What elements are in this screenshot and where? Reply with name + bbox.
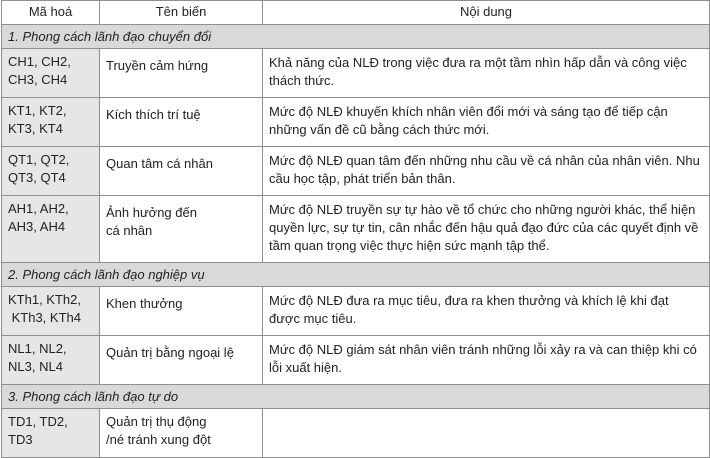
code-cell (2, 147, 100, 196)
variable-text: Khen thưởng (106, 296, 183, 311)
table-row (2, 147, 710, 196)
code-text: TD1, TD2, TD3 (8, 414, 68, 447)
code-cell (2, 98, 100, 147)
code-cell (2, 49, 100, 98)
table-row (2, 49, 710, 98)
header-content: Nội dung (263, 1, 710, 25)
table-row (2, 98, 710, 147)
section-row (2, 25, 710, 49)
content-cell: Mức độ NLĐ khuyến khích nhân viên đổi mới và sáng tạo để tiếp cận những vấn đề cũ bằng cách thức mới. (263, 98, 710, 147)
section-title: 1. Phong cách lãnh đạo chuyển đổi (2, 25, 710, 49)
section-title: 2. Phong cách lãnh đạo nghiệp vụ (2, 263, 710, 287)
code-text: KT1, KT2, KT3, KT4 (8, 103, 67, 136)
code-text: CH1, CH2, CH3, CH4 (8, 54, 71, 87)
header-row (2, 1, 710, 25)
table-row (2, 336, 710, 385)
variable-cell (100, 336, 263, 385)
variable-cell (100, 98, 263, 147)
table-row (2, 196, 710, 263)
section-title: 3. Phong cách lãnh đạo tự do (2, 385, 710, 409)
code-text: QT1, QT2, QT3, QT4 (8, 152, 70, 185)
code-cell (2, 409, 100, 458)
variable-cell (100, 287, 263, 336)
variable-text: Quản trị bằng ngoại lệ (106, 345, 234, 360)
header-variable: Tên biến (100, 1, 263, 25)
variables-table (1, 0, 710, 458)
code-text: KTh1, KTh2, KTh3, KTh4 (8, 292, 81, 325)
code-text: AH1, AH2, AH3, AH4 (8, 201, 69, 234)
content-cell: Mức độ NLĐ đưa ra mục tiêu, đưa ra khen thưởng và khích lệ khi đạt được mục tiêu. (263, 287, 710, 336)
content-cell: Mức độ NLĐ quan tâm đến những nhu cầu về cá nhân của nhân viên. Nhu cầu học tập, phát triển bản thân. (263, 147, 710, 196)
variable-cell (100, 409, 263, 458)
variable-text: Truyền cảm hứng (106, 58, 209, 73)
code-text: NL1, NL2, NL3, NL4 (8, 341, 67, 374)
code-cell (2, 336, 100, 385)
variable-text: Quan tâm cá nhân (106, 156, 213, 171)
variable-cell (100, 49, 263, 98)
header-code: Mã hoá (2, 1, 100, 25)
section-row (2, 263, 710, 287)
code-cell (2, 196, 100, 263)
variable-text: Quản trị thụ động /né tránh xung đột (106, 414, 211, 447)
content-cell (263, 409, 710, 458)
content-cell: Mức độ NLĐ giám sát nhân viên tránh những lỗi xảy ra và can thiệp khi có lỗi xuất hiện. (263, 336, 710, 385)
content-cell: Khả năng của NLĐ trong việc đưa ra một tầm nhìn hấp dẫn và công việc thách thức. (263, 49, 710, 98)
table-row (2, 287, 710, 336)
code-cell (2, 287, 100, 336)
section-row (2, 385, 710, 409)
variable-cell (100, 196, 263, 263)
variable-text: Kích thích trí tuệ (106, 107, 201, 122)
table-row (2, 409, 710, 458)
content-cell: Mức độ NLĐ truyền sự tự hào về tổ chức cho những người khác, thể hiện quyền lực, sự tự tin, cân nhắc đến hậu quả đạo đức của các quyết định về tầm quan trọng việc thực hiện sức mạnh tập thể. (263, 196, 710, 263)
variable-cell (100, 147, 263, 196)
variable-text: Ảnh hưởng đến cá nhân (106, 205, 197, 238)
